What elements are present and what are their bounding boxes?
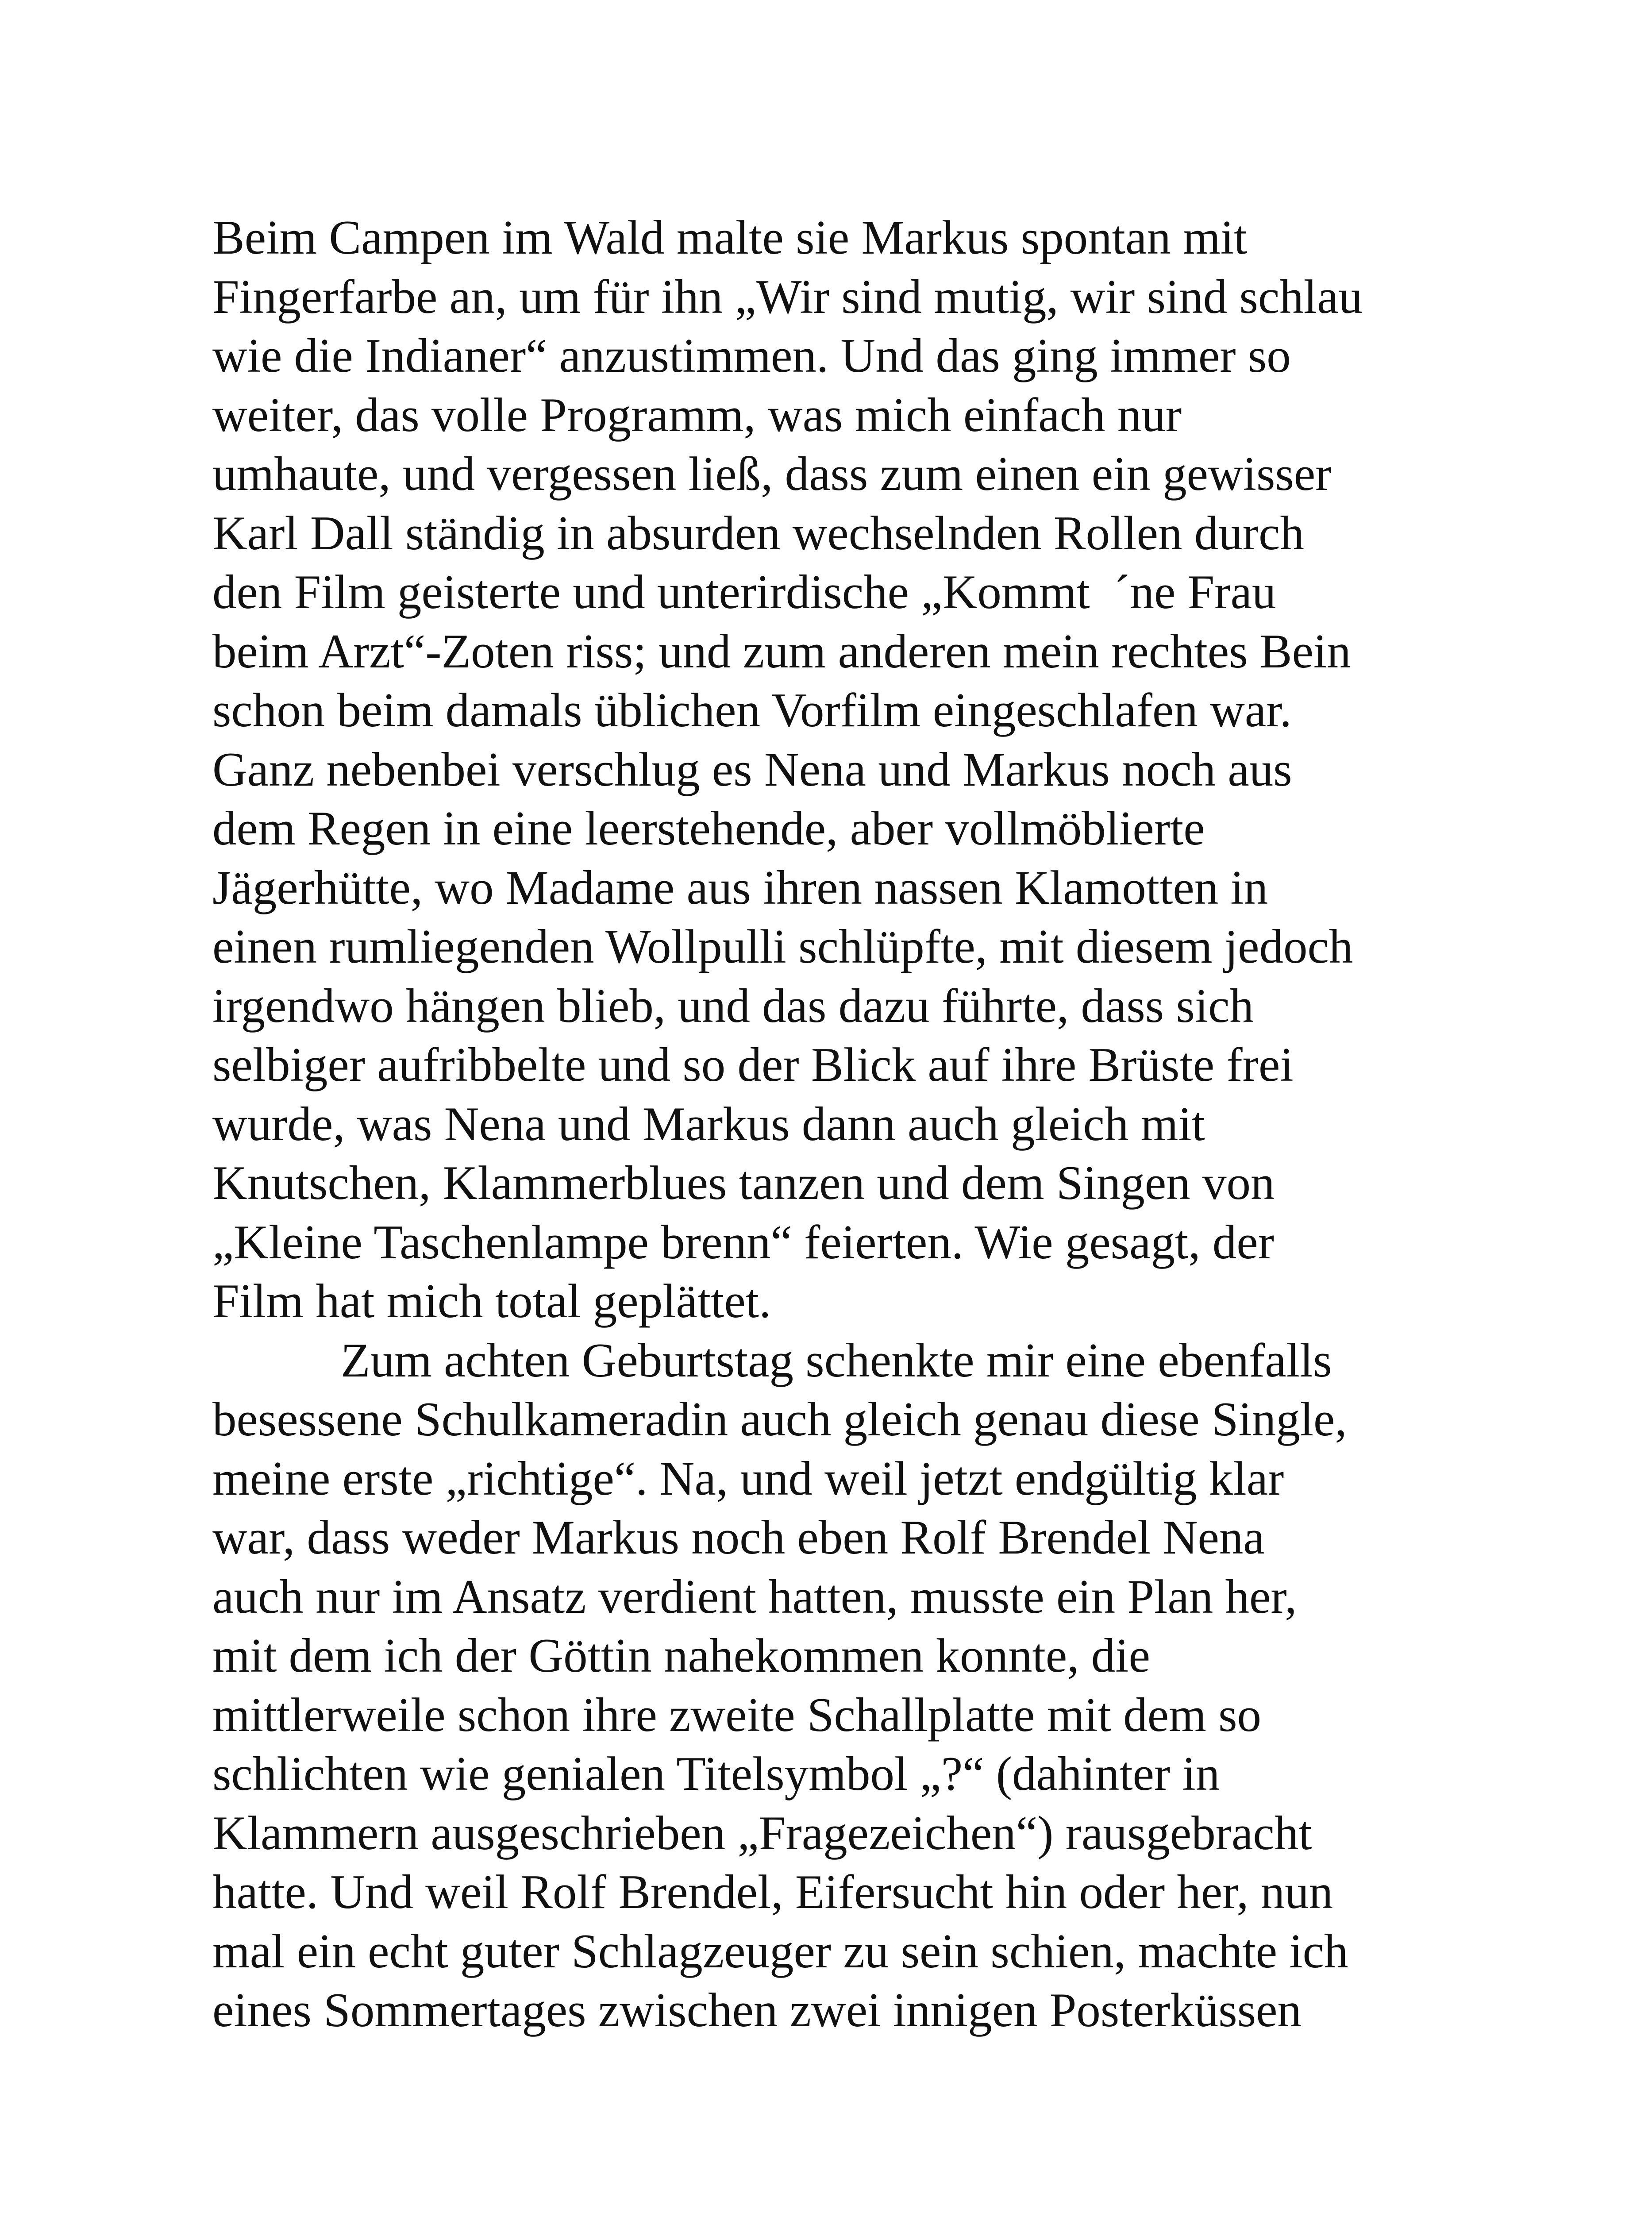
text-line: hatte. Und weil Rolf Brendel, Eifersucht hin oder her, nun <box>212 1865 1333 1919</box>
paragraph-2 <box>212 1331 1496 2040</box>
text-line: wie die Indianer“ anzustimmen. Und das ging immer so <box>212 329 1291 382</box>
text-line: wurde, was Nena und Markus dann auch gleich mit <box>212 1097 1205 1151</box>
text-line: den Film geisterte und unterirdische „Kommt ´ne Frau <box>212 565 1276 619</box>
body-text <box>212 208 1496 2040</box>
text-line: „Kleine Taschenlampe brenn“ feierten. Wie gesagt, der <box>212 1215 1275 1269</box>
text-line: einen rumliegenden Wollpulli schlüpfte, mit diesem jedoch <box>212 920 1353 973</box>
text-line: mittlerweile schon ihre zweite Schallplatte mit dem so <box>212 1688 1262 1742</box>
text-line: schlichten wie genialen Titelsymbol „?“ (dahinter in <box>212 1747 1220 1800</box>
text-line: auch nur im Ansatz verdient hatten, musste ein Plan her, <box>212 1569 1297 1623</box>
text-line: mit dem ich der Göttin nahekommen konnte, die <box>212 1629 1150 1682</box>
text-line: Ganz nebenbei verschlug es Nena und Markus noch aus <box>212 742 1292 796</box>
text-line: dem Regen in eine leerstehende, aber vollmöblierte <box>212 802 1205 855</box>
text-line: Jägerhütte, wo Madame aus ihren nassen Klamotten in <box>212 860 1268 914</box>
text-line: Knutschen, Klammerblues tanzen und dem Singen von <box>212 1156 1275 1210</box>
text-line: irgendwo hängen blieb, und das dazu führte, dass sich <box>212 979 1254 1033</box>
text-line: Fingerfarbe an, um für ihn „Wir sind mutig, wir sind schlau <box>212 270 1363 324</box>
text-line: schon beim damals üblichen Vorfilm eingeschlafen war. <box>212 683 1292 737</box>
text-line: meine erste „richtige“. Na, und weil jetzt endgültig klar <box>212 1451 1284 1505</box>
text-line: besessene Schulkameradin auch gleich genau diese Single, <box>212 1392 1347 1446</box>
text-line: Karl Dall ständig in absurden wechselnden Rollen durch <box>212 506 1304 560</box>
text-line: Film hat mich total geplättet. <box>212 1274 771 1328</box>
text-line: Klammern ausgeschrieben „Fragezeichen“) rausgebracht <box>212 1806 1312 1860</box>
text-line: selbiger aufribbelte und so der Blick auf ihre Brüste frei <box>212 1038 1294 1091</box>
text-line: Beim Campen im Wald malte sie Markus spontan mit <box>212 211 1248 264</box>
text-line: eines Sommertages zwischen zwei innigen Posterküssen <box>212 1983 1302 2037</box>
text-line: beim Arzt“-Zoten riss; und zum anderen mein rechtes Bein <box>212 624 1351 678</box>
text-line: Zum achten Geburtstag schenkte mir eine ebenfalls <box>341 1333 1332 1387</box>
text-line: war, dass weder Markus noch eben Rolf Brendel Nena <box>212 1511 1265 1564</box>
text-line: mal ein echt guter Schlagzeuger zu sein schien, machte ich <box>212 1924 1348 1978</box>
paragraph-1 <box>212 208 1496 1331</box>
text-line: weiter, das volle Programm, was mich einfach nur <box>212 388 1182 442</box>
text-line: umhaute, und vergessen ließ, dass zum einen ein gewisser <box>212 447 1332 501</box>
